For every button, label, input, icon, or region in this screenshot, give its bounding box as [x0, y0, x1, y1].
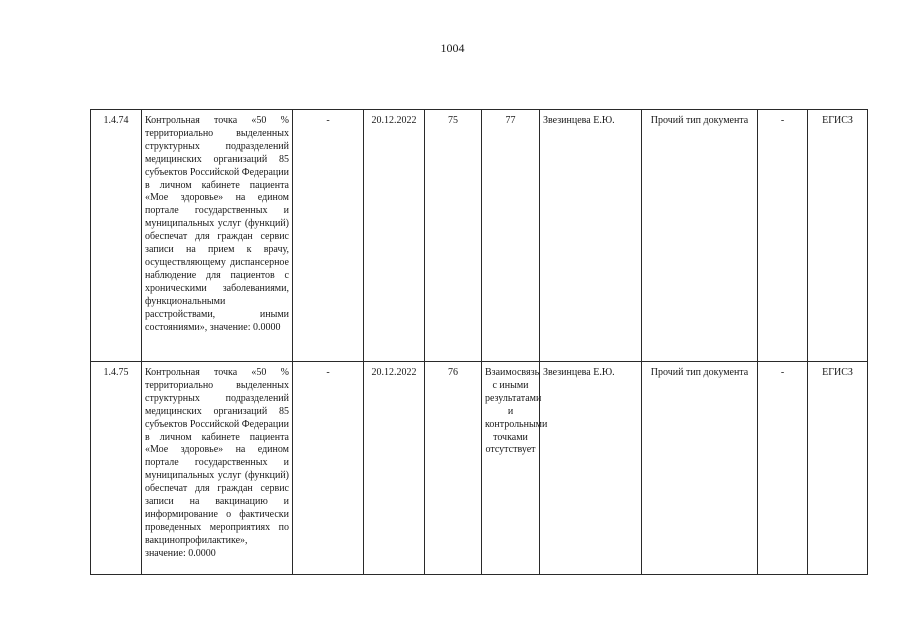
control-points-table: [90, 109, 868, 575]
cell-dash: -: [758, 362, 808, 575]
page-number: 1004: [440, 41, 465, 55]
control-point-description: Контрольная точка «50 % территориально выделенных структурных подразделений медицинских организаций 85 субъектов Российской Федерации в личном кабинете пациента «Мое здоровье» на едином портале государственных и муниципальных услуг (функций) обеспечат для граждан сервис записи на прием к врачу, осуществляющему диспансерное наблюдение для пациентов с хроническими заболеваниями, функциональными расстройствами, иными состояниями», значение: 0.0000: [142, 110, 293, 362]
cell-dash: -: [293, 110, 364, 362]
responsible-person: Звезинцева Е.Ю.: [540, 362, 642, 575]
information-system: ЕГИСЗ: [808, 110, 868, 362]
row-number: 1.4.75: [91, 362, 142, 575]
document-type: Прочий тип документа: [642, 362, 758, 575]
document-type: Прочий тип документа: [642, 110, 758, 362]
deadline-date: 20.12.2022: [364, 362, 425, 575]
deadline-date: 20.12.2022: [364, 110, 425, 362]
row-number: 1.4.74: [91, 110, 142, 362]
cell-number: 75: [425, 110, 482, 362]
table-row: [91, 110, 868, 362]
cell-number: 76: [425, 362, 482, 575]
control-point-description: Контрольная точка «50 % территориально выделенных структурных подразделений медицинских организаций 85 субъектов Российской Федерации в личном кабинете пациента «Мое здоровье» на едином портале государственных и муниципальных услуг (функций) обеспечат для граждан сервис записи на вакцинацию и информирование о фактически проведенных мероприятиях по вакцинопрофилактике», значение: 0.0000: [142, 362, 293, 575]
table-row: [91, 362, 868, 575]
responsible-person: Звезинцева Е.Ю.: [540, 110, 642, 362]
information-system: ЕГИСЗ: [808, 362, 868, 575]
related-point: Взаимосвязь с иными результатами и контрольными точками отсутствует: [482, 362, 540, 575]
cell-dash: -: [293, 362, 364, 575]
related-point: 77: [482, 110, 540, 362]
cell-dash: -: [758, 110, 808, 362]
